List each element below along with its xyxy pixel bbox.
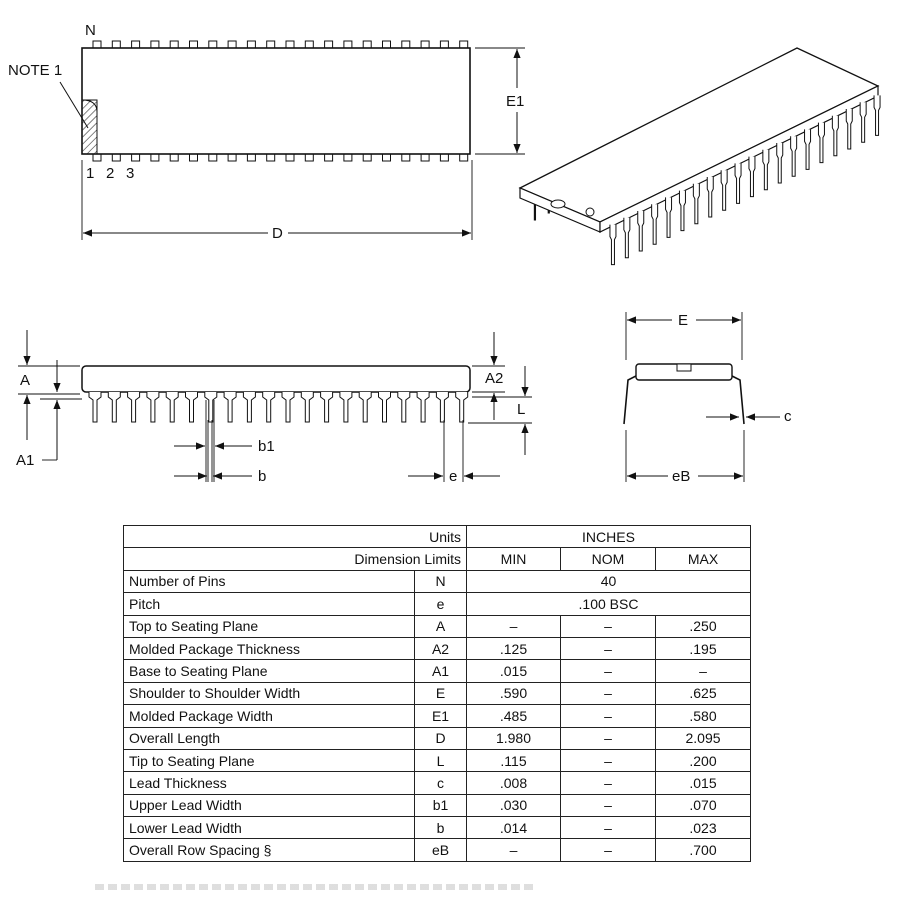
row-nom-cell: –	[561, 772, 656, 794]
pin1-hatch-marker	[82, 100, 97, 154]
iso-pin-front	[666, 197, 672, 237]
row-nom-cell: –	[561, 817, 656, 839]
side-pin-row	[89, 392, 468, 422]
units-value: INCHES	[467, 526, 751, 548]
iso-pin-front	[846, 109, 852, 149]
table-row	[124, 839, 751, 861]
row-name-cell: Number of Pins	[124, 570, 415, 592]
row-name-cell: Tip to Seating Plane	[124, 749, 415, 771]
dim-b1-label: b1	[258, 438, 275, 455]
side-pin	[379, 392, 391, 422]
pin-stub	[286, 154, 294, 161]
footnote-faint	[95, 884, 535, 890]
iso-pin-front	[860, 102, 866, 142]
pin-stub	[93, 41, 101, 48]
pin-stub	[344, 41, 352, 48]
pin-n-label: N	[85, 22, 96, 39]
row-nom-cell: –	[561, 705, 656, 727]
row-max-cell: .195	[656, 637, 751, 659]
table-row	[124, 615, 751, 637]
pin-stub	[132, 154, 140, 161]
row-symbol-cell: D	[415, 727, 467, 749]
row-max-cell: .070	[656, 794, 751, 816]
pin-stub	[440, 154, 448, 161]
table-row	[124, 727, 751, 749]
package-body-outline	[82, 48, 470, 154]
side-pin	[224, 392, 236, 422]
table-row	[124, 593, 751, 615]
dim-eb-label: eB	[672, 468, 691, 485]
row-symbol-cell: N	[415, 570, 467, 592]
row-min-cell: .008	[467, 772, 561, 794]
row-symbol-cell: A2	[415, 637, 467, 659]
end-notch	[677, 364, 691, 371]
row-name-cell: Base to Seating Plane	[124, 660, 415, 682]
row-name-cell: Lower Lead Width	[124, 817, 415, 839]
row-name-cell: Top to Seating Plane	[124, 615, 415, 637]
table-row	[124, 682, 751, 704]
dim-a1-label: A1	[16, 452, 35, 469]
pin-stub	[402, 41, 410, 48]
iso-pin-front	[832, 116, 838, 156]
side-pin	[108, 392, 120, 422]
side-pin	[263, 392, 275, 422]
pin-stub	[112, 154, 120, 161]
end-lead-left	[624, 376, 636, 424]
pin-stub	[151, 41, 159, 48]
pin-stub	[402, 154, 410, 161]
side-pin	[436, 392, 448, 422]
side-pin	[321, 392, 333, 422]
row-nom-cell: –	[561, 749, 656, 771]
row-max-cell: .200	[656, 749, 751, 771]
side-pin	[205, 392, 217, 422]
row-max-cell: .700	[656, 839, 751, 861]
iso-pin-front	[777, 143, 783, 183]
row-nom-cell: –	[561, 637, 656, 659]
pin-stub	[93, 154, 101, 161]
side-body	[82, 366, 470, 392]
pin-stub	[112, 41, 120, 48]
iso-pin-front	[805, 129, 811, 169]
row-min-cell: .030	[467, 794, 561, 816]
iso-pin-front	[610, 225, 616, 265]
pin-stub	[267, 154, 275, 161]
pin-stub	[383, 154, 391, 161]
dim-e-pitch-label: e	[449, 468, 458, 485]
side-pin	[282, 392, 294, 422]
table-row	[124, 570, 751, 592]
row-symbol-cell: E1	[415, 705, 467, 727]
pin-stub	[421, 154, 429, 161]
iso-pin-front	[652, 204, 658, 244]
iso-pin-front	[638, 211, 644, 251]
row-min-cell: .015	[467, 660, 561, 682]
row-min-cell: –	[467, 615, 561, 637]
pin-stub	[363, 154, 371, 161]
row-min-cell: .014	[467, 817, 561, 839]
pin-stub	[325, 41, 333, 48]
top-pin-row-upper	[93, 41, 468, 48]
iso-pin-front	[874, 95, 880, 135]
row-max-cell: –	[656, 660, 751, 682]
pin-stub	[247, 154, 255, 161]
side-pin	[417, 392, 429, 422]
table-row	[124, 817, 751, 839]
pin-stub	[344, 154, 352, 161]
table-row	[124, 749, 751, 771]
side-pin	[301, 392, 313, 422]
side-pin	[243, 392, 255, 422]
table-header-limits	[124, 548, 751, 570]
table-row	[124, 660, 751, 682]
pin-stub	[460, 154, 468, 161]
side-view	[16, 330, 532, 485]
row-nom-cell: –	[561, 615, 656, 637]
row-symbol-cell: A1	[415, 660, 467, 682]
iso-pin-front	[818, 123, 824, 163]
row-max-cell: .015	[656, 772, 751, 794]
dimension-table	[123, 525, 751, 862]
row-name-cell: Pitch	[124, 593, 415, 615]
isometric-view	[520, 48, 880, 265]
row-nom-cell: –	[561, 660, 656, 682]
col-nom-header: NOM	[561, 548, 656, 570]
pin-stub	[151, 154, 159, 161]
row-symbol-cell: eB	[415, 839, 467, 861]
dim-e1-label: E1	[506, 93, 525, 110]
row-max-cell: .023	[656, 817, 751, 839]
pin-number-2: 2	[106, 165, 115, 182]
note1-label: NOTE 1	[8, 62, 63, 79]
table-row	[124, 637, 751, 659]
iso-pin-front	[749, 157, 755, 197]
pin-stub	[132, 41, 140, 48]
pin-stub	[305, 154, 313, 161]
dim-e-shoulder-label: E	[678, 312, 689, 329]
row-nom-cell: –	[561, 794, 656, 816]
side-pin	[186, 392, 198, 422]
side-pin	[166, 392, 178, 422]
side-pin	[359, 392, 371, 422]
pin-stub	[170, 41, 178, 48]
pin-stub	[209, 154, 217, 161]
table-row	[124, 794, 751, 816]
pin-stub	[209, 41, 217, 48]
end-view	[624, 312, 792, 485]
iso-pin-front	[735, 163, 741, 203]
pin-stub	[190, 154, 198, 161]
row-name-cell: Molded Package Thickness	[124, 637, 415, 659]
dim-c-label: c	[784, 408, 792, 425]
row-merged-value-cell: 40	[467, 570, 751, 592]
row-nom-cell: –	[561, 839, 656, 861]
row-name-cell: Lead Thickness	[124, 772, 415, 794]
iso-pin-front	[679, 191, 685, 231]
table-row	[124, 705, 751, 727]
iso-pin-front	[791, 136, 797, 176]
pin-stub	[228, 154, 236, 161]
dim-d-label: D	[272, 225, 283, 242]
pin-stub	[363, 41, 371, 48]
row-max-cell: .580	[656, 705, 751, 727]
row-min-cell: .590	[467, 682, 561, 704]
row-name-cell: Shoulder to Shoulder Width	[124, 682, 415, 704]
row-symbol-cell: A	[415, 615, 467, 637]
pin-stub	[267, 41, 275, 48]
iso-pin-front	[707, 177, 713, 217]
pin-stub	[228, 41, 236, 48]
row-symbol-cell: b1	[415, 794, 467, 816]
table-header-units	[124, 526, 751, 548]
row-name-cell: Overall Length	[124, 727, 415, 749]
side-pin	[128, 392, 140, 422]
row-merged-value-cell: .100 BSC	[467, 593, 751, 615]
side-pin	[456, 392, 468, 422]
side-pin	[89, 392, 101, 422]
iso-pin-front	[693, 184, 699, 224]
iso-notch	[551, 200, 565, 208]
dim-a2-label: A2	[485, 370, 504, 387]
pin-number-1: 1	[86, 165, 95, 182]
top-pin-row-lower	[93, 154, 468, 161]
row-symbol-cell: L	[415, 749, 467, 771]
pin-stub	[440, 41, 448, 48]
row-max-cell: 2.095	[656, 727, 751, 749]
pin-stub	[286, 41, 294, 48]
dim-l-label: L	[517, 401, 526, 418]
row-min-cell: –	[467, 839, 561, 861]
pin-stub	[421, 41, 429, 48]
dim-b-label: b	[258, 468, 267, 485]
side-pin	[147, 392, 159, 422]
side-pin	[398, 392, 410, 422]
limits-label: Dimension Limits	[124, 548, 467, 570]
row-nom-cell: –	[561, 727, 656, 749]
row-name-cell: Overall Row Spacing §	[124, 839, 415, 861]
row-nom-cell: –	[561, 682, 656, 704]
row-min-cell: .115	[467, 749, 561, 771]
row-name-cell: Upper Lead Width	[124, 794, 415, 816]
dim-a-label: A	[20, 372, 31, 389]
top-view	[8, 22, 525, 242]
row-min-cell: 1.980	[467, 727, 561, 749]
col-max-header: MAX	[656, 548, 751, 570]
table-row	[124, 772, 751, 794]
row-min-cell: .125	[467, 637, 561, 659]
iso-pin-front	[624, 218, 630, 258]
pin-stub	[383, 41, 391, 48]
row-max-cell: .625	[656, 682, 751, 704]
iso-pin1-dot	[586, 208, 594, 216]
row-symbol-cell: e	[415, 593, 467, 615]
col-min-header: MIN	[467, 548, 561, 570]
iso-pin-front	[721, 170, 727, 210]
units-label: Units	[124, 526, 467, 548]
row-min-cell: .485	[467, 705, 561, 727]
pin-stub	[325, 154, 333, 161]
row-symbol-cell: E	[415, 682, 467, 704]
pin-stub	[305, 41, 313, 48]
row-name-cell: Molded Package Width	[124, 705, 415, 727]
row-symbol-cell: c	[415, 772, 467, 794]
row-symbol-cell: b	[415, 817, 467, 839]
side-pin	[340, 392, 352, 422]
iso-pin-front	[763, 150, 769, 190]
row-max-cell: .250	[656, 615, 751, 637]
pin-number-3: 3	[126, 165, 135, 182]
pin-stub	[460, 41, 468, 48]
pin-stub	[190, 41, 198, 48]
pin-stub	[170, 154, 178, 161]
pin-stub	[247, 41, 255, 48]
